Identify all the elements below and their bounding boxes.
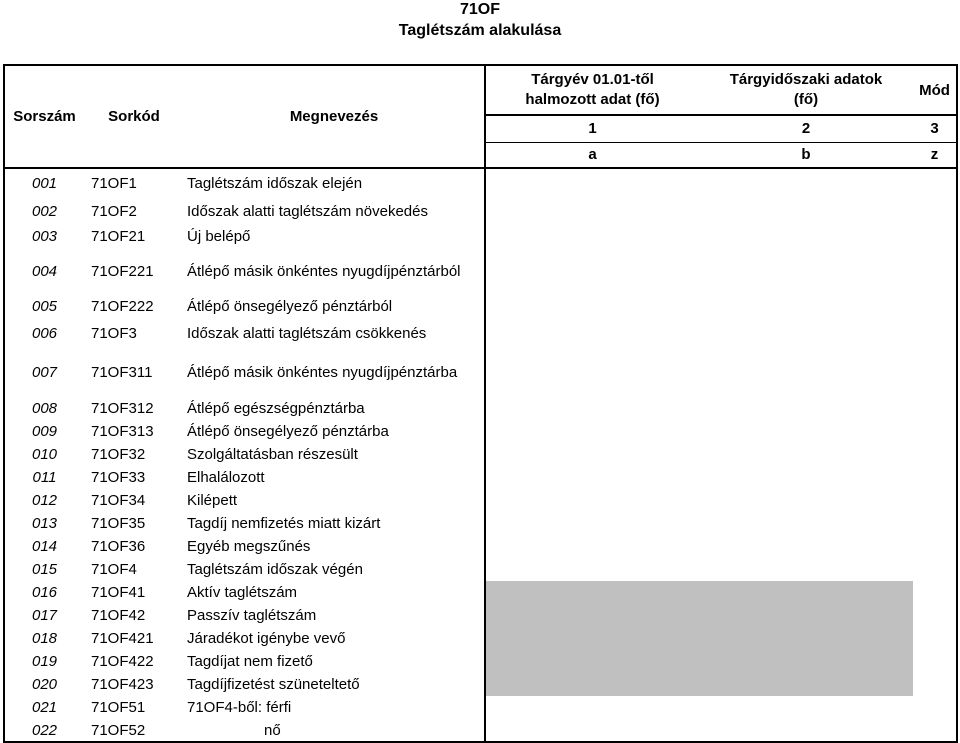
- row-code: 71OF422: [91, 653, 154, 670]
- cell-period-value[interactable]: [699, 696, 913, 719]
- col-header-2: Tárgyidőszaki adatok (fő): [699, 65, 913, 115]
- cell-ytd-value[interactable]: [485, 627, 699, 650]
- cell-ytd-value[interactable]: [485, 604, 699, 627]
- table-row: [4, 581, 957, 604]
- table-row: [4, 558, 957, 581]
- table-row: [4, 348, 957, 397]
- row-number: 012: [4, 489, 84, 512]
- cell-mod[interactable]: [913, 420, 957, 443]
- cell-period-value[interactable]: [699, 581, 913, 604]
- table-row: [4, 535, 957, 558]
- table-row: [4, 489, 957, 512]
- cell-mod[interactable]: [913, 558, 957, 581]
- cell-period-value[interactable]: [699, 443, 913, 466]
- row-number: 003: [4, 225, 84, 248]
- cell-period-value[interactable]: [699, 397, 913, 420]
- row-label: Tagdíjfizetést szüneteltető: [184, 673, 485, 696]
- cell-mod[interactable]: [913, 627, 957, 650]
- row-number: 015: [4, 558, 84, 581]
- cell-mod[interactable]: [913, 535, 957, 558]
- row-code: 71OF41: [91, 584, 146, 601]
- row-label: Aktív taglétszám: [184, 581, 485, 604]
- table-row: [4, 512, 957, 535]
- row-number: 011: [4, 466, 84, 489]
- row-number: 001: [4, 168, 84, 198]
- row-code: 71OF423: [91, 676, 154, 693]
- cell-mod[interactable]: [913, 397, 957, 420]
- cell-period-value[interactable]: [699, 535, 913, 558]
- row-label: Elhalálozott: [184, 466, 485, 489]
- cell-period-value[interactable]: [699, 650, 913, 673]
- cell-mod[interactable]: [913, 318, 957, 348]
- col-letter-z: z: [913, 142, 957, 168]
- row-code: 71OF2: [91, 203, 137, 220]
- cell-mod[interactable]: [913, 225, 957, 248]
- row-code: 71OF313: [91, 423, 154, 440]
- form-code: 71OF: [459, 1, 500, 18]
- cell-period-value[interactable]: [699, 248, 913, 295]
- table-row: [4, 604, 957, 627]
- row-number: 020: [4, 673, 84, 696]
- cell-ytd-value[interactable]: [485, 397, 699, 420]
- cell-period-value[interactable]: [699, 198, 913, 225]
- cell-mod[interactable]: [913, 489, 957, 512]
- row-code: 71OF33: [91, 469, 146, 486]
- row-label: nő: [184, 719, 485, 742]
- table-row: [4, 420, 957, 443]
- cell-mod[interactable]: [913, 604, 957, 627]
- row-number: 009: [4, 420, 84, 443]
- headcount-table: [3, 64, 958, 743]
- cell-period-value[interactable]: [699, 348, 913, 397]
- row-label: Új belépő: [184, 225, 485, 248]
- cell-mod[interactable]: [913, 719, 957, 742]
- cell-mod[interactable]: [913, 198, 957, 225]
- cell-ytd-value[interactable]: [485, 168, 699, 198]
- table-row: [4, 627, 957, 650]
- row-code: 71OF311: [91, 364, 153, 381]
- cell-period-value[interactable]: [699, 512, 913, 535]
- cell-period-value[interactable]: [699, 420, 913, 443]
- cell-period-value[interactable]: [699, 318, 913, 348]
- cell-ytd-value[interactable]: [485, 719, 699, 742]
- cell-ytd-value[interactable]: [485, 650, 699, 673]
- cell-period-value[interactable]: [699, 466, 913, 489]
- cell-mod[interactable]: [913, 581, 957, 604]
- row-number: 002: [4, 198, 84, 225]
- row-number: 021: [4, 696, 84, 719]
- row-label: Időszak alatti taglétszám csökkenés: [184, 318, 485, 348]
- row-number: 016: [4, 581, 84, 604]
- row-label: Tagdíjat nem fizető: [184, 650, 485, 673]
- cell-mod[interactable]: [913, 168, 957, 198]
- cell-ytd-value[interactable]: [485, 443, 699, 466]
- row-label: Átlépő önsegélyező pénztárba: [184, 420, 485, 443]
- col-number-3: 3: [913, 115, 957, 142]
- row-label: Időszak alatti taglétszám növekedés: [184, 198, 485, 225]
- cell-ytd-value[interactable]: [485, 581, 699, 604]
- cell-ytd-value[interactable]: [485, 225, 699, 248]
- cell-ytd-value[interactable]: [485, 466, 699, 489]
- cell-ytd-value[interactable]: [485, 420, 699, 443]
- col-letter-b: b: [699, 142, 913, 168]
- cell-ytd-value[interactable]: [485, 673, 699, 696]
- cell-mod[interactable]: [913, 466, 957, 489]
- form-title: Taglétszám alakulása: [398, 22, 562, 39]
- col-header-mod: Mód: [913, 65, 957, 115]
- row-code: 71OF222: [91, 298, 154, 315]
- table-row: [4, 443, 957, 466]
- cell-ytd-value[interactable]: [485, 512, 699, 535]
- col-header-sorkod: Sorkód: [84, 65, 184, 168]
- row-number: 013: [4, 512, 84, 535]
- row-number: 022: [4, 719, 84, 742]
- cell-ytd-value[interactable]: [485, 348, 699, 397]
- row-label: Egyéb megszűnés: [184, 535, 485, 558]
- table-row: [4, 318, 957, 348]
- row-number: 006: [4, 318, 84, 348]
- cell-ytd-value[interactable]: [485, 295, 699, 318]
- table-row: [4, 225, 957, 248]
- row-label: Tagdíj nemfizetés miatt kizárt: [184, 512, 485, 535]
- cell-period-value[interactable]: [699, 673, 913, 696]
- row-label: Szolgáltatásban részesült: [184, 443, 485, 466]
- row-number: 018: [4, 627, 84, 650]
- row-code: 71OF3: [91, 324, 137, 342]
- row-number: 014: [4, 535, 84, 558]
- cell-period-value[interactable]: [699, 604, 913, 627]
- row-label: Átlépő másik önkéntes nyugdíjpénztárból: [184, 248, 485, 295]
- row-label: Passzív taglétszám: [184, 604, 485, 627]
- row-code: 71OF312: [91, 400, 154, 417]
- cell-ytd-value[interactable]: [485, 489, 699, 512]
- row-code: 71OF35: [91, 515, 146, 532]
- row-code: 71OF52: [84, 719, 184, 742]
- cell-period-value[interactable]: [699, 489, 913, 512]
- row-number: 005: [4, 295, 84, 318]
- row-code: 71OF32: [91, 446, 146, 463]
- row-code: 71OF36: [91, 538, 146, 555]
- table-row: [4, 466, 957, 489]
- table-row: [4, 673, 957, 696]
- col-letter-a: a: [485, 142, 699, 168]
- cell-period-value[interactable]: [699, 627, 913, 650]
- row-label: 71OF4-ből: férfi: [184, 696, 485, 719]
- row-code: 71OF42: [91, 607, 146, 624]
- row-number: 017: [4, 604, 84, 627]
- col-number-2: 2: [699, 115, 913, 142]
- col-header-megnevezes: Megnevezés: [184, 65, 485, 168]
- table-row: [4, 696, 957, 719]
- col-header-1: Tárgyév 01.01-től halmozott adat (fő): [485, 65, 699, 115]
- row-code: 71OF1: [91, 175, 137, 192]
- cell-mod[interactable]: [913, 295, 957, 318]
- row-number: 004: [4, 248, 84, 295]
- row-number: 007: [4, 348, 84, 397]
- row-label: Átlépő önsegélyező pénztárból: [184, 295, 485, 318]
- col-number-1: 1: [485, 115, 699, 142]
- row-label: Taglétszám időszak végén: [184, 558, 485, 581]
- cell-period-value[interactable]: [699, 225, 913, 248]
- table-row: [4, 198, 957, 225]
- table-row: [4, 650, 957, 673]
- row-code: 71OF51: [91, 699, 146, 716]
- row-number: 008: [4, 397, 84, 420]
- cell-ytd-value[interactable]: [485, 318, 699, 348]
- row-label: Taglétszám időszak elején: [184, 168, 485, 198]
- row-code: 71OF34: [91, 492, 146, 509]
- col-header-sorszam: Sorszám: [4, 65, 84, 168]
- cell-period-value[interactable]: [699, 168, 913, 198]
- table-row: [4, 397, 957, 420]
- cell-period-value[interactable]: [699, 295, 913, 318]
- cell-period-value[interactable]: [699, 558, 913, 581]
- row-number: 010: [4, 443, 84, 466]
- row-label: Járadékot igénybe vevő: [184, 627, 485, 650]
- cell-mod[interactable]: [913, 673, 957, 696]
- cell-mod[interactable]: [913, 650, 957, 673]
- row-label: Átlépő egészségpénztárba: [184, 397, 485, 420]
- table-row: [4, 295, 957, 318]
- cell-ytd-value[interactable]: [485, 198, 699, 225]
- row-code: 71OF421: [91, 630, 154, 647]
- cell-ytd-value[interactable]: [485, 248, 699, 295]
- cell-mod[interactable]: [913, 696, 957, 719]
- table-row: [4, 248, 957, 295]
- cell-ytd-value[interactable]: [485, 558, 699, 581]
- cell-period-value[interactable]: [699, 719, 913, 742]
- cell-ytd-value[interactable]: [485, 696, 699, 719]
- row-code: 71OF4: [91, 561, 137, 578]
- cell-mod[interactable]: [913, 248, 957, 295]
- row-label: Átlépő másik önkéntes nyugdíjpénztárba: [184, 348, 485, 397]
- table-row: [4, 168, 957, 198]
- cell-mod[interactable]: [913, 512, 957, 535]
- cell-mod[interactable]: [913, 443, 957, 466]
- row-code: 71OF21: [91, 228, 146, 245]
- table-row: [4, 719, 957, 742]
- row-code: 71OF221: [91, 263, 154, 280]
- cell-ytd-value[interactable]: [485, 535, 699, 558]
- cell-mod[interactable]: [913, 348, 957, 397]
- row-label: Kilépett: [184, 489, 485, 512]
- row-number: 019: [4, 650, 84, 673]
